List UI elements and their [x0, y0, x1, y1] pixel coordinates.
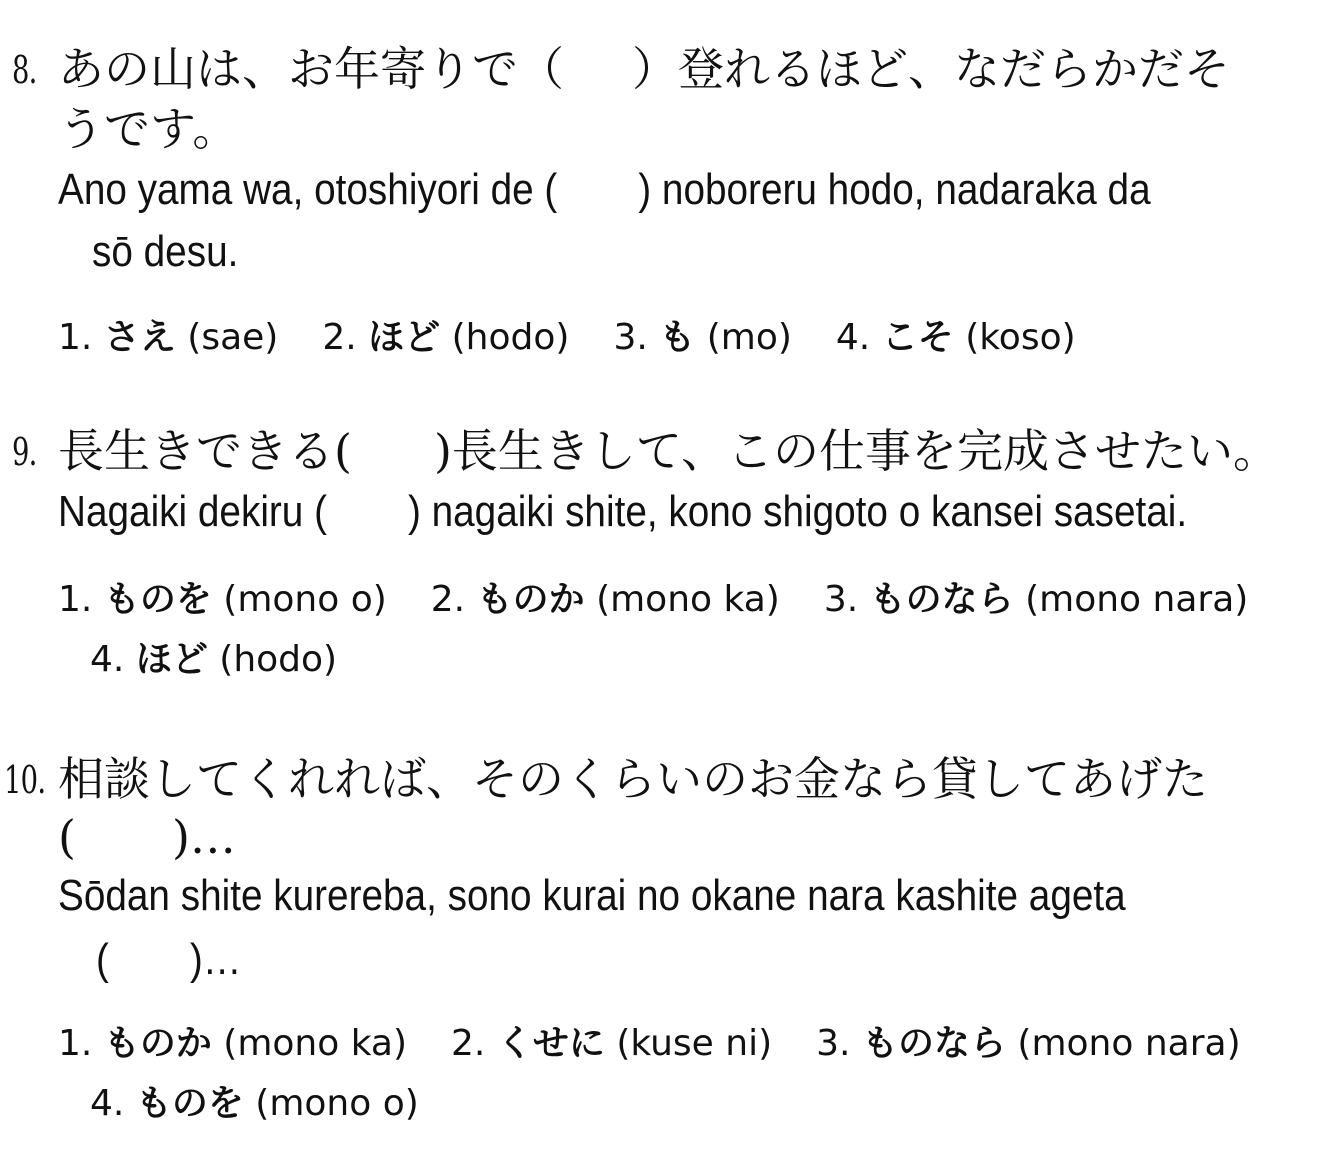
- choice-number: 1.: [58, 1023, 93, 1064]
- choice-option[interactable]: [823, 579, 1249, 620]
- choice-option[interactable]: [430, 579, 780, 620]
- choice-kana: ものか: [476, 579, 585, 620]
- choice-number: 2.: [451, 1023, 486, 1064]
- choice-kana: ものを: [135, 1083, 244, 1124]
- choice-romaji: (hodo): [451, 317, 570, 358]
- choice-kana: ものなら: [869, 579, 1014, 620]
- choice-romaji: (mo): [706, 317, 792, 358]
- choice-number: 3.: [613, 317, 648, 358]
- choice-kana: くせに: [496, 1023, 605, 1064]
- question-japanese-line-2: [58, 810, 236, 864]
- romaji-text: Ano yama wa, otoshiyori de (: [58, 165, 558, 214]
- choice-number: 4.: [835, 317, 871, 358]
- question-romaji-line-2: sō desu.: [92, 227, 239, 276]
- choice-number: 4.: [90, 639, 125, 680]
- choice-option[interactable]: [58, 317, 279, 358]
- answer-choices-line-2: [90, 639, 381, 680]
- choice-number: 2.: [322, 317, 357, 358]
- japanese-text: )…: [171, 810, 236, 864]
- choice-romaji: (mono o): [255, 1083, 419, 1124]
- choice-kana: ものか: [103, 1023, 212, 1064]
- choice-romaji: (koso): [965, 317, 1076, 358]
- choice-romaji: (mono o): [223, 579, 387, 620]
- choice-number: 1.: [58, 317, 93, 358]
- choice-romaji: (mono ka): [596, 579, 780, 620]
- romaji-text: )…: [189, 935, 242, 984]
- choice-kana: ものなら: [861, 1023, 1006, 1064]
- choice-option[interactable]: [90, 639, 338, 680]
- choice-number: 4.: [90, 1083, 125, 1124]
- romaji-text: Nagaiki dekiru (: [58, 487, 328, 536]
- choice-option[interactable]: [816, 1023, 1241, 1064]
- japanese-text: 長生きできる(: [58, 424, 352, 478]
- question-romaji-line-2: [96, 935, 242, 984]
- choice-number: 3.: [823, 579, 859, 620]
- answer-choices-line-1: [58, 1023, 1241, 1064]
- choice-kana: も: [659, 317, 696, 358]
- romaji-text: ) nagaiki shite, kono shigoto o kansei sasetai.: [407, 487, 1188, 536]
- japanese-text: あの山は、お年寄りで（: [58, 42, 564, 96]
- question-japanese-line-1: 相談してくれれば、そのくらいのお金なら貸してあげた: [58, 752, 1208, 806]
- choice-romaji: (mono nara): [1017, 1023, 1241, 1064]
- answer-choices-line-2: [90, 1083, 463, 1124]
- choice-romaji: (hodo): [219, 639, 338, 680]
- romaji-text: (: [96, 935, 109, 984]
- question-romaji-line-1: [58, 165, 1151, 214]
- choice-option[interactable]: [613, 317, 792, 358]
- choice-romaji: (mono ka): [223, 1023, 408, 1064]
- choice-number: 2.: [430, 579, 466, 620]
- answer-choices-line-1: [58, 579, 1249, 620]
- romaji-text: ) noboreru hodo, nadaraka da: [638, 165, 1151, 214]
- choice-kana: こそ: [881, 317, 954, 358]
- choice-romaji: (sae): [187, 317, 279, 358]
- japanese-text: )長生きして、この仕事を完成させたい。: [433, 424, 1279, 478]
- choice-romaji: (mono nara): [1025, 579, 1249, 620]
- question-japanese-line-1: [58, 42, 1230, 96]
- choice-number: 3.: [816, 1023, 851, 1064]
- choice-option[interactable]: [58, 579, 387, 620]
- question-number: 8.: [12, 48, 37, 92]
- choice-kana: ほど: [135, 639, 208, 680]
- choice-option[interactable]: [90, 1083, 419, 1124]
- question-number: 9.: [12, 430, 37, 474]
- question-romaji-line-1: [58, 487, 1188, 536]
- japanese-text: (: [58, 810, 76, 864]
- choice-romaji: (kuse ni): [616, 1023, 773, 1064]
- japanese-text: ）登れるほど、なだらかだそ: [632, 42, 1230, 96]
- question-japanese-line-2: うです。: [58, 102, 239, 156]
- choice-number: 1.: [58, 579, 93, 620]
- choice-kana: ものを: [103, 579, 212, 620]
- question-japanese-line-1: [58, 424, 1279, 478]
- choice-kana: ほど: [368, 317, 441, 358]
- choice-option[interactable]: [835, 317, 1076, 358]
- choice-option[interactable]: [451, 1023, 773, 1064]
- choice-option[interactable]: [322, 317, 570, 358]
- question-romaji-line-1: Sōdan shite kurereba, sono kurai no okane nara kashite ageta: [58, 871, 1126, 920]
- answer-choices: [58, 317, 1120, 358]
- choice-kana: さえ: [103, 317, 176, 358]
- question-number: 10.: [4, 758, 46, 802]
- choice-option[interactable]: [58, 1023, 408, 1064]
